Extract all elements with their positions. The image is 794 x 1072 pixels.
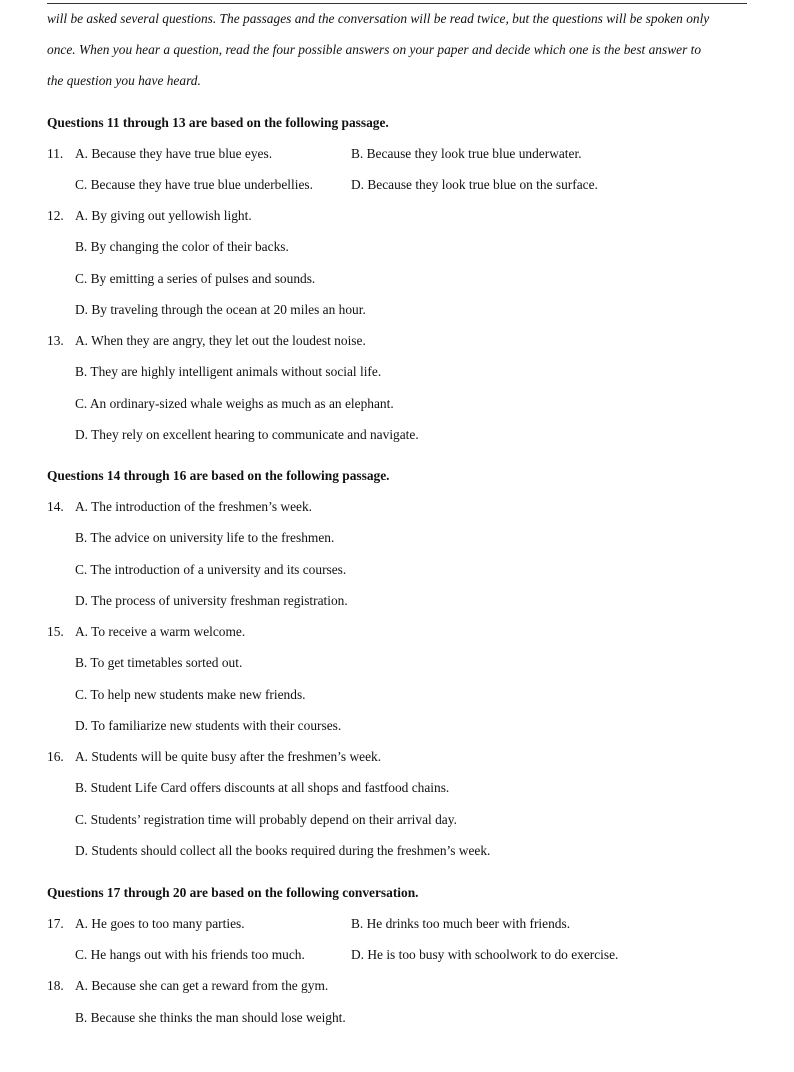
q11-option-b: B. Because they look true blue underwater. bbox=[351, 146, 582, 161]
q11-option-c: C. Because they have true blue underbellies. bbox=[75, 177, 313, 192]
q13-option-b: B. They are highly intelligent animals without social life. bbox=[75, 364, 382, 379]
instruction-line-1: will be asked several questions. The passages and the conversation will be read twice, but the questions will be spoken only bbox=[47, 11, 710, 26]
question-number-18: 18. bbox=[47, 978, 64, 993]
q14-option-c: C. The introduction of a university and its courses. bbox=[75, 562, 347, 577]
q12-option-d: D. By traveling through the ocean at 20 miles an hour. bbox=[75, 302, 366, 317]
q17-option-c: C. He hangs out with his friends too much. bbox=[75, 947, 305, 962]
q16-option-d: D. Students should collect all the books required during the freshmen’s week. bbox=[75, 843, 491, 858]
section-heading-11-13: Questions 11 through 13 are based on the following passage. bbox=[47, 115, 389, 130]
q17-option-d: D. He is too busy with schoolwork to do exercise. bbox=[351, 947, 619, 962]
q12-option-a: A. By giving out yellowish light. bbox=[75, 208, 252, 223]
q14-option-b: B. The advice on university life to the freshmen. bbox=[75, 530, 335, 545]
q14-option-d: D. The process of university freshman registration. bbox=[75, 593, 348, 608]
top-rule bbox=[47, 3, 747, 4]
q13-option-d: D. They rely on excellent hearing to communicate and navigate. bbox=[75, 427, 419, 442]
question-number-17: 17. bbox=[47, 916, 64, 931]
q18-option-b: B. Because she thinks the man should lose weight. bbox=[75, 1010, 346, 1025]
q12-option-b: B. By changing the color of their backs. bbox=[75, 239, 289, 254]
q15-option-c: C. To help new students make new friends. bbox=[75, 687, 306, 702]
q16-option-c: C. Students’ registration time will probably depend on their arrival day. bbox=[75, 812, 457, 827]
q18-option-a: A. Because she can get a reward from the gym. bbox=[75, 978, 329, 993]
q11-option-a: A. Because they have true blue eyes. bbox=[75, 146, 273, 161]
question-number-15: 15. bbox=[47, 624, 64, 639]
q11-option-d: D. Because they look true blue on the surface. bbox=[351, 177, 598, 192]
q15-option-d: D. To familiarize new students with their courses. bbox=[75, 718, 342, 733]
question-number-13: 13. bbox=[47, 333, 64, 348]
q15-option-b: B. To get timetables sorted out. bbox=[75, 655, 243, 670]
q13-option-c: C. An ordinary-sized whale weighs as much as an elephant. bbox=[75, 396, 394, 411]
section-heading-17-20: Questions 17 through 20 are based on the following conversation. bbox=[47, 885, 419, 900]
q17-option-b: B. He drinks too much beer with friends. bbox=[351, 916, 571, 931]
question-number-12: 12. bbox=[47, 208, 64, 223]
q15-option-a: A. To receive a warm welcome. bbox=[75, 624, 246, 639]
instruction-line-3: the question you have heard. bbox=[47, 73, 201, 88]
q16-option-b: B. Student Life Card offers discounts at all shops and fastfood chains. bbox=[75, 780, 450, 795]
question-number-11: 11. bbox=[47, 146, 64, 161]
q16-option-a: A. Students will be quite busy after the freshmen’s week. bbox=[75, 749, 382, 764]
question-number-14: 14. bbox=[47, 499, 64, 514]
q13-option-a: A. When they are angry, they let out the loudest noise. bbox=[75, 333, 366, 348]
q14-option-a: A. The introduction of the freshmen’s week. bbox=[75, 499, 313, 514]
instruction-line-2: once. When you hear a question, read the four possible answers on your paper and decide which one is the best answer to bbox=[47, 42, 702, 57]
q17-option-a: A. He goes to too many parties. bbox=[75, 916, 245, 931]
q12-option-c: C. By emitting a series of pulses and sounds. bbox=[75, 271, 316, 286]
question-number-16: 16. bbox=[47, 749, 64, 764]
section-heading-14-16: Questions 14 through 16 are based on the following passage. bbox=[47, 468, 390, 483]
